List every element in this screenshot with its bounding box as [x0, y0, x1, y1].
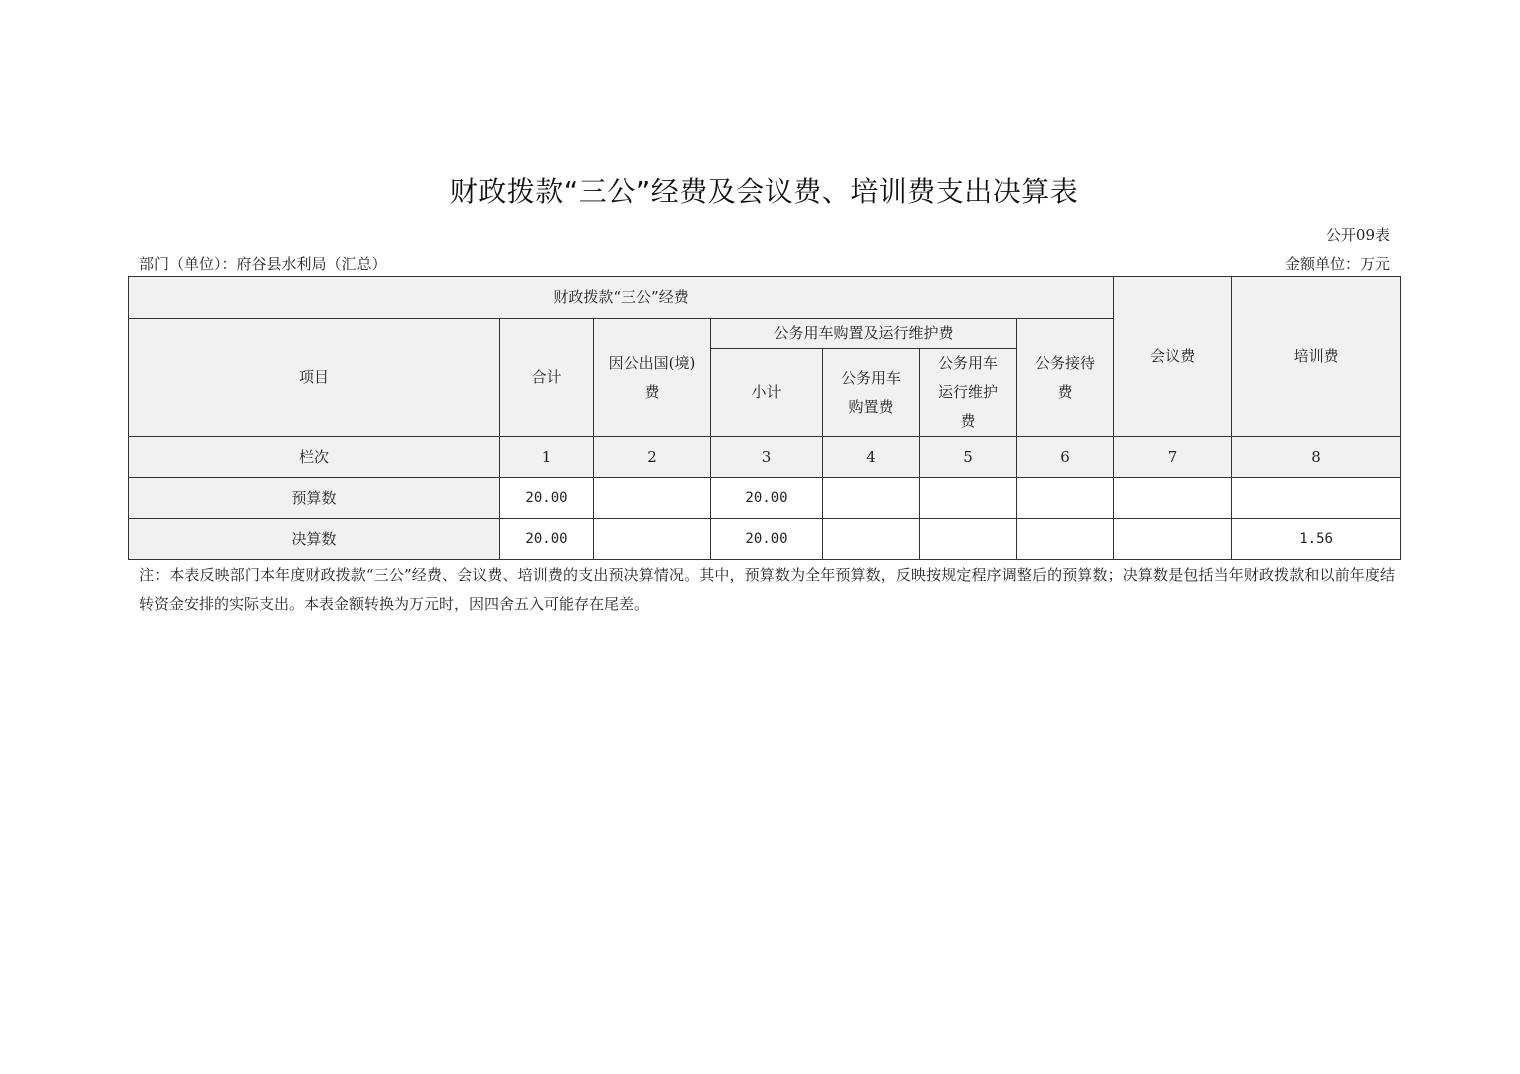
- form-number: 公开09表: [1325, 226, 1390, 244]
- index-cell: 4: [823, 437, 920, 478]
- header-vehicle-maintenance: [920, 349, 1017, 437]
- header-row-1: [129, 277, 1401, 319]
- index-cell: 5: [920, 437, 1017, 478]
- index-cell: 6: [1017, 437, 1114, 478]
- table-cell: [594, 478, 711, 519]
- table-cell: [920, 478, 1017, 519]
- table-cell: 20.00: [500, 519, 594, 560]
- table-cell: [1114, 519, 1232, 560]
- header-meeting: 会议费: [1114, 277, 1232, 437]
- header-total: 合计: [500, 319, 594, 437]
- currency-unit-label: 金额单位：万元: [1284, 255, 1390, 273]
- header-abroad: [594, 319, 711, 437]
- header-item: 项目: [129, 319, 500, 437]
- index-cell: 2: [594, 437, 711, 478]
- expenditure-table: [128, 276, 1401, 560]
- row-label-final: 决算数: [129, 519, 500, 560]
- index-cell: 7: [1114, 437, 1232, 478]
- header-subtotal: 小计: [711, 349, 823, 437]
- index-row-label: 栏次: [129, 437, 500, 478]
- header-vehicle-purchase-line1: 公务用车: [840, 368, 901, 387]
- table-cell: [920, 519, 1017, 560]
- header-vehicle-purchase: [823, 349, 920, 437]
- table-cell: 20.00: [711, 478, 823, 519]
- table-row-budget: [129, 478, 1401, 519]
- table-row-final: [129, 519, 1401, 560]
- table-cell: [594, 519, 711, 560]
- table-cell: 1.56: [1232, 519, 1401, 560]
- table-cell: [823, 478, 920, 519]
- table-cell: [1017, 519, 1114, 560]
- table-cell: [823, 519, 920, 560]
- table-cell: 20.00: [500, 478, 594, 519]
- header-reception: [1017, 319, 1114, 437]
- index-cell: 8: [1232, 437, 1401, 478]
- row-label-budget: 预算数: [129, 478, 500, 519]
- page-title: 财政拨款“三公”经费及会议费、培训费支出决算表: [449, 175, 1079, 208]
- header-reception-line1: 公务接待: [1035, 353, 1096, 372]
- header-vehicle-purchase-line2: 购置费: [848, 397, 894, 416]
- table-cell: [1114, 478, 1232, 519]
- header-vehicle-maint-line2: 运行维护: [937, 383, 998, 401]
- table-cell: 20.00: [711, 519, 823, 560]
- table-cell: [1232, 478, 1401, 519]
- index-cell: 3: [711, 437, 823, 478]
- index-cell: 1: [500, 437, 594, 478]
- footnote: 注：本表反映部门本年度财政拨款“三公”经费、会议费、培训费的支出预决算情况。其中，预算数为全年预算数，反映按规定程序调整后的预算数；决算数是包括当年财政拨款和以前年度结转资金安排的实际支出。本表金额转换为万元时，因四舍五入可能存在尾差。: [139, 566, 1395, 613]
- header-reception-line2: 费: [1057, 382, 1073, 401]
- department-label: 部门（单位）：府谷县水利局（汇总）: [139, 255, 387, 273]
- header-vehicle-maint-line3: 费: [960, 412, 976, 430]
- header-abroad-line2: 费: [644, 382, 660, 401]
- index-row: [129, 437, 1401, 478]
- header-sangong-group: 财政拨款“三公”经费: [129, 277, 1114, 319]
- header-abroad-line1: 因公出国(境): [608, 353, 696, 372]
- header-vehicle-group: 公务用车购置及运行维护费: [711, 319, 1017, 349]
- header-training: 培训费: [1232, 277, 1401, 437]
- table-cell: [1017, 478, 1114, 519]
- header-vehicle-maint-line1: 公务用车: [937, 354, 998, 372]
